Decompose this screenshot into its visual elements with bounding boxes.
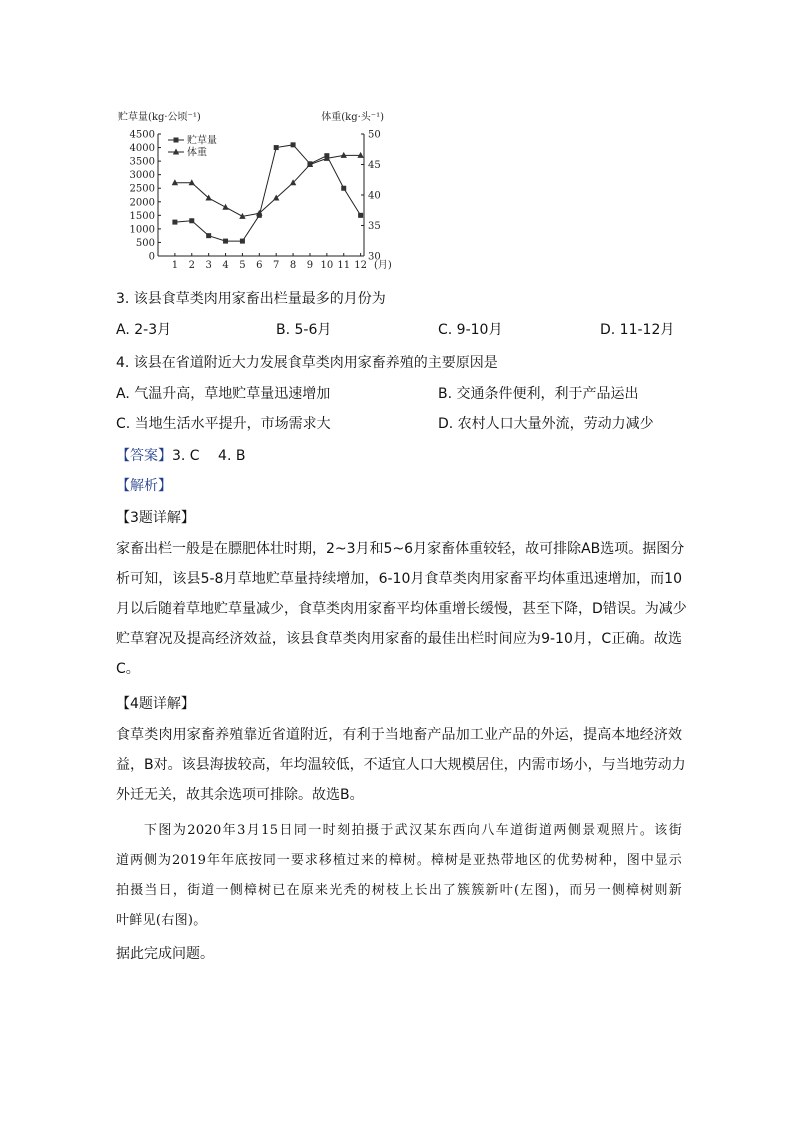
x-tick-label: 4 [222, 260, 229, 271]
legend-label: 体重 [187, 147, 207, 159]
legend-square-marker [174, 138, 179, 143]
q4-option-d: D. 农村人口大量外流，劳动力减少 [438, 416, 654, 432]
left-tick-label: 2500 [129, 183, 155, 195]
q3-stem: 3. 该县食草类肉用家畜出栏量最多的月份为 [116, 291, 386, 307]
left-tick-label: 1000 [129, 224, 155, 236]
x-tick-label: 11 [337, 260, 351, 271]
x-tick-label: 5 [239, 260, 246, 271]
x-tick-label: 1 [171, 260, 179, 271]
right-tick-label: 30 [368, 251, 381, 263]
square-marker [291, 142, 296, 147]
triangle-marker [222, 204, 228, 210]
answer-line [116, 446, 245, 466]
square-marker [341, 186, 346, 191]
square-marker [206, 233, 211, 238]
square-marker [223, 239, 228, 244]
right-tick-label: 40 [368, 190, 381, 202]
left-tick-label: 1500 [129, 210, 155, 222]
q4-option-b: B. 交通条件便利，利于产品运出 [438, 386, 639, 402]
left-tick-label: 500 [135, 237, 155, 249]
detail4-paragraph [116, 720, 686, 810]
square-marker [240, 239, 245, 244]
left-tick-label: 3500 [129, 156, 155, 168]
detail3-line: 月以后随着草地贮草量减少，食草类肉用家畜平均体重增长缓慢，甚至下降，D错误。为减少 [116, 601, 687, 617]
detail3-line: 家畜出栏一般是在膘肥体壮时期，2~3月和5~6月家畜体重较轻，故可排除AB选项。据图分 [116, 541, 685, 557]
x-tick-label: 9 [306, 260, 314, 271]
answer-label: 【答案】 [116, 448, 172, 464]
material-line: 下图为2020年3月15日同一时刻拍摄于武汉某东西向八车道街道两侧景观照片。该街 [144, 823, 682, 838]
legend-label: 贮草量 [187, 135, 217, 147]
material-line: 道两侧为2019年年底按同一要求移植过来的樟树。樟树是亚热带地区的优势树种，图中显示 [116, 853, 682, 868]
detail4-line: 食草类肉用家畜养殖靠近省道附近，有利于当地畜产品加工业产品的外运，提高本地经济效 [116, 727, 682, 743]
x-tick-label: 2 [188, 260, 195, 271]
detail3-line: 析可知，该县5-8月草地贮草量持续增加，6-10月食草类肉用家畜平均体重迅速增加，而10 [116, 571, 682, 587]
left-tick-label: 2000 [129, 197, 155, 209]
detail3-paragraph [116, 534, 687, 684]
x-tick-label: 8 [289, 260, 297, 271]
q3-option-c: C. 9-10月 [438, 322, 503, 338]
material-instruction: 据此完成问题。 [116, 946, 214, 962]
right-tick-label: 50 [368, 129, 381, 141]
square-marker [189, 218, 194, 223]
left-axis-title: 贮草量(kg·公顷⁻¹) [118, 112, 201, 123]
analysis-label: 【解析】 [116, 478, 172, 494]
left-tick-label: 0 [148, 251, 155, 263]
right-tick-label: 35 [368, 221, 381, 232]
x-tick-label: 10 [320, 260, 334, 271]
series-line-triangle [175, 155, 361, 216]
q3-option-d: D. 11-12月 [600, 322, 675, 338]
q4-stem: 4. 该县在省道附近大力发展食草类肉用家畜养殖的主要原因是 [116, 355, 498, 371]
answer-text: 3. C 4. B [172, 448, 246, 464]
detail3-line: 贮草窘况及提高经济效益，该县食草类肉用家畜的最佳出栏时间应为9-10月，C正确。故选 [116, 631, 682, 647]
square-marker [274, 145, 279, 150]
right-tick-label: 45 [368, 160, 381, 171]
x-tick-label: 7 [273, 260, 280, 271]
right-axis-title: 体重(kg·头⁻¹) [321, 112, 384, 123]
square-marker [358, 213, 363, 218]
x-tick-label: 6 [256, 260, 263, 271]
x-tick-label: 3 [205, 260, 212, 271]
q3-option-b: B. 5-6月 [276, 322, 332, 338]
left-tick-label: 4500 [129, 129, 155, 141]
left-tick-label: 3000 [129, 170, 155, 182]
material-paragraph [116, 816, 682, 936]
detail3-label: 【3题详解】 [116, 510, 195, 526]
detail3-line: C。 [116, 661, 140, 677]
x-tick-label: 12 [354, 260, 367, 271]
line-chart [116, 106, 396, 272]
detail4-line: 益，B对。该县海拔较高，年均温较低，不适宜人口大规模居住，内需市场小，与当地劳动力 [116, 757, 686, 773]
square-marker [172, 220, 177, 225]
material-line: 叶鲜见(右图)。 [116, 913, 207, 928]
detail4-line: 外迁无关，故其余选项可排除。故选B。 [116, 787, 364, 803]
q4-option-c: C. 当地生活水平提升，市场需求大 [116, 416, 331, 432]
left-tick-label: 4000 [129, 143, 155, 155]
x-unit-label: (月) [374, 260, 392, 271]
q3-option-a: A. 2-3月 [116, 322, 172, 338]
material-line: 拍摄当日，街道一侧樟树已在原来光秃的树枝上长出了簇簇新叶(左图)，而另一侧樟树则新 [116, 883, 682, 898]
detail4-label: 【4题详解】 [116, 696, 195, 712]
chart-svg [116, 106, 396, 272]
q4-option-a: A. 气温升高，草地贮草量迅速增加 [116, 386, 331, 402]
